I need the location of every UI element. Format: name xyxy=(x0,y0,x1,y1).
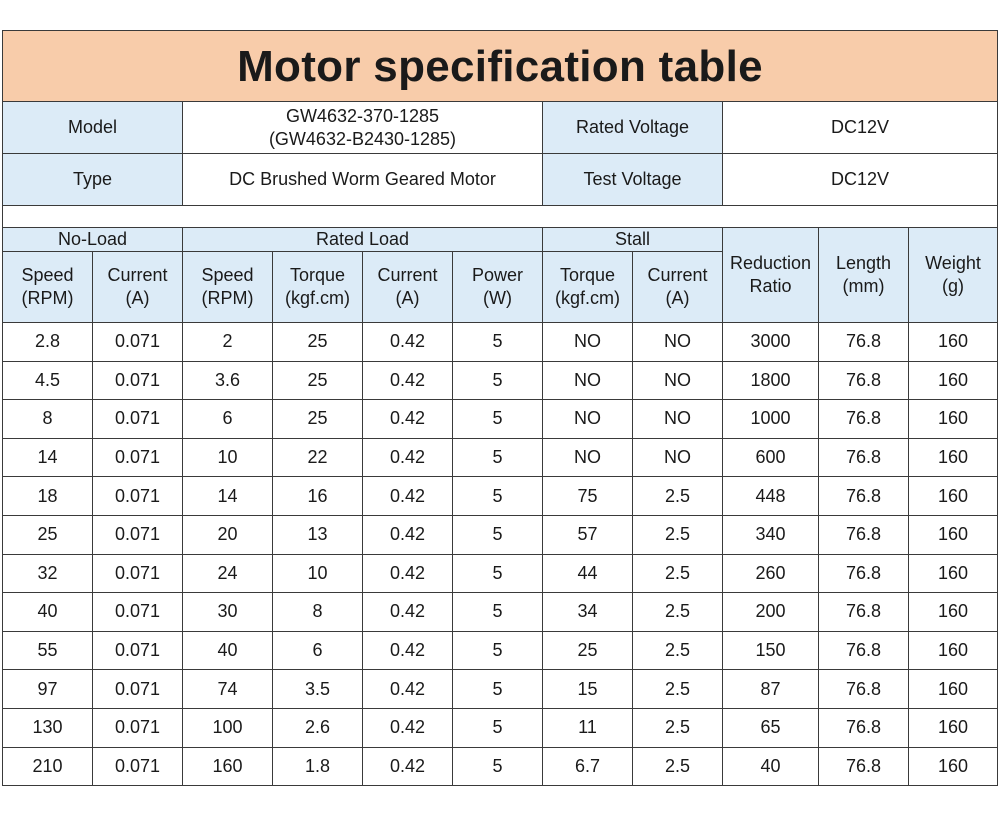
model-value xyxy=(183,102,543,154)
table-row xyxy=(3,554,998,593)
table-cell: 76.8 xyxy=(819,670,909,709)
table-cell: NO xyxy=(543,438,633,477)
table-cell: 2.5 xyxy=(633,593,723,632)
rated-voltage-value: DC12V xyxy=(723,102,998,154)
table-cell: 74 xyxy=(183,670,273,709)
table-row xyxy=(3,361,998,400)
table-cell: NO xyxy=(543,323,633,362)
table-cell: 160 xyxy=(183,747,273,786)
table-cell: 0.42 xyxy=(363,361,453,400)
table-cell: 76.8 xyxy=(819,400,909,439)
table-cell: 10 xyxy=(183,438,273,477)
table-row xyxy=(3,670,998,709)
group-rated-load: Rated Load xyxy=(183,228,543,252)
header-line: Length xyxy=(835,253,892,273)
table-cell: 0.071 xyxy=(93,323,183,362)
table-cell: 76.8 xyxy=(819,747,909,786)
table-cell: NO xyxy=(633,438,723,477)
table-cell: 76.8 xyxy=(819,438,909,477)
table-cell: 0.42 xyxy=(363,593,453,632)
table-cell: 57 xyxy=(543,515,633,554)
table-cell: 5 xyxy=(453,670,543,709)
table-cell: 3000 xyxy=(723,323,819,362)
model-value-line1: GW4632-370-1285 xyxy=(285,105,440,126)
table-cell: 160 xyxy=(909,554,998,593)
table-cell: 25 xyxy=(543,631,633,670)
table-cell: 160 xyxy=(909,477,998,516)
header-line: Weight xyxy=(925,253,981,273)
table-cell: 40 xyxy=(723,747,819,786)
table-cell: 5 xyxy=(453,631,543,670)
subheader-cell xyxy=(543,252,633,323)
header-line: (RPM) xyxy=(21,288,74,308)
table-cell: NO xyxy=(543,361,633,400)
header-weight xyxy=(909,228,998,323)
table-cell: 4.5 xyxy=(3,361,93,400)
table-row xyxy=(3,631,998,670)
type-value: DC Brushed Worm Geared Motor xyxy=(183,154,543,206)
table-cell: 0.42 xyxy=(363,323,453,362)
table-cell: 160 xyxy=(909,361,998,400)
table-cell: 160 xyxy=(909,323,998,362)
table-cell: 87 xyxy=(723,670,819,709)
table-cell: 0.071 xyxy=(93,708,183,747)
table-cell: 448 xyxy=(723,477,819,516)
table-cell: 44 xyxy=(543,554,633,593)
table-cell: 5 xyxy=(453,593,543,632)
table-cell: 5 xyxy=(453,400,543,439)
header-line: (A) xyxy=(125,288,150,308)
group-no-load: No-Load xyxy=(3,228,183,252)
table-cell: 76.8 xyxy=(819,554,909,593)
header-reduction-ratio xyxy=(723,228,819,323)
header-line: (g) xyxy=(942,276,964,296)
table-cell: 6 xyxy=(183,400,273,439)
table-cell: 130 xyxy=(3,708,93,747)
subheader-cell xyxy=(93,252,183,323)
table-cell: 160 xyxy=(909,631,998,670)
spec-sheet xyxy=(2,30,997,786)
table-cell: NO xyxy=(633,400,723,439)
table-row xyxy=(3,323,998,362)
table-cell: 160 xyxy=(909,670,998,709)
table-cell: 100 xyxy=(183,708,273,747)
table-cell: 15 xyxy=(543,670,633,709)
table-cell: 0.071 xyxy=(93,593,183,632)
test-voltage-value: DC12V xyxy=(723,154,998,206)
table-cell: 160 xyxy=(909,400,998,439)
header-line: Speed xyxy=(201,265,254,285)
table-cell: 5 xyxy=(453,515,543,554)
table-cell: 11 xyxy=(543,708,633,747)
table-cell: 5 xyxy=(453,361,543,400)
table-cell: 0.071 xyxy=(93,361,183,400)
model-label: Model xyxy=(3,102,183,154)
header-line: Torque xyxy=(289,265,346,285)
table-cell: 200 xyxy=(723,593,819,632)
table-cell: 160 xyxy=(909,593,998,632)
header-line: Power xyxy=(471,265,524,285)
table-cell: 0.071 xyxy=(93,438,183,477)
table-cell: 55 xyxy=(3,631,93,670)
table-cell: 0.42 xyxy=(363,670,453,709)
table-cell: 150 xyxy=(723,631,819,670)
table-cell: 160 xyxy=(909,515,998,554)
table-cell: 25 xyxy=(3,515,93,554)
spacer-row xyxy=(3,206,998,228)
table-cell: 76.8 xyxy=(819,708,909,747)
table-cell: 16 xyxy=(273,477,363,516)
table-cell: 0.071 xyxy=(93,554,183,593)
table-cell: 24 xyxy=(183,554,273,593)
table-cell: 25 xyxy=(273,323,363,362)
table-cell: 2.5 xyxy=(633,708,723,747)
table-cell: 0.42 xyxy=(363,438,453,477)
table-cell: 1800 xyxy=(723,361,819,400)
table-cell: 76.8 xyxy=(819,323,909,362)
table-cell: 32 xyxy=(3,554,93,593)
table-cell: 6.7 xyxy=(543,747,633,786)
table-cell: NO xyxy=(633,361,723,400)
header-line: (A) xyxy=(395,288,420,308)
table-cell: 25 xyxy=(273,361,363,400)
table-cell: 3.6 xyxy=(183,361,273,400)
table-cell: 0.42 xyxy=(363,515,453,554)
header-line: Torque xyxy=(559,265,616,285)
header-line: Speed xyxy=(21,265,74,285)
table-cell: 8 xyxy=(3,400,93,439)
table-cell: 2.5 xyxy=(633,670,723,709)
table-cell: 76.8 xyxy=(819,515,909,554)
table-cell: 75 xyxy=(543,477,633,516)
subheader-cell xyxy=(633,252,723,323)
table-cell: 3.5 xyxy=(273,670,363,709)
table-cell: NO xyxy=(633,323,723,362)
table-cell: 40 xyxy=(3,593,93,632)
motor-spec-table xyxy=(2,30,998,786)
table-cell: 40 xyxy=(183,631,273,670)
header-line: (A) xyxy=(665,288,690,308)
subheader-cell xyxy=(453,252,543,323)
table-cell: 97 xyxy=(3,670,93,709)
table-cell: 5 xyxy=(453,554,543,593)
header-line: (W) xyxy=(483,288,512,308)
header-line: Current xyxy=(377,265,438,285)
subheader-cell xyxy=(3,252,93,323)
header-line: Current xyxy=(107,265,168,285)
table-cell: 13 xyxy=(273,515,363,554)
table-cell: 6 xyxy=(273,631,363,670)
table-cell: 0.42 xyxy=(363,554,453,593)
table-cell: 5 xyxy=(453,477,543,516)
table-cell: 0.071 xyxy=(93,477,183,516)
table-cell: 76.8 xyxy=(819,477,909,516)
table-cell: 14 xyxy=(183,477,273,516)
table-row xyxy=(3,400,998,439)
table-cell: 8 xyxy=(273,593,363,632)
table-cell: 18 xyxy=(3,477,93,516)
table-cell: 2.5 xyxy=(633,747,723,786)
model-value-line2: (GW4632-B2430-1285) xyxy=(268,128,457,149)
table-row xyxy=(3,747,998,786)
header-line: Reduction xyxy=(729,253,812,273)
table-row xyxy=(3,708,998,747)
table-cell: 30 xyxy=(183,593,273,632)
table-cell: 20 xyxy=(183,515,273,554)
table-cell: 76.8 xyxy=(819,631,909,670)
table-row xyxy=(3,438,998,477)
table-cell: 2.5 xyxy=(633,515,723,554)
table-cell: 0.071 xyxy=(93,515,183,554)
table-cell: 160 xyxy=(909,708,998,747)
header-length xyxy=(819,228,909,323)
table-cell: 5 xyxy=(453,747,543,786)
table-cell: 1.8 xyxy=(273,747,363,786)
header-line: (mm) xyxy=(842,276,885,296)
table-cell: 0.42 xyxy=(363,400,453,439)
table-cell: 25 xyxy=(273,400,363,439)
table-cell: 0.071 xyxy=(93,631,183,670)
table-cell: 0.071 xyxy=(93,670,183,709)
table-cell: 160 xyxy=(909,747,998,786)
table-cell: 260 xyxy=(723,554,819,593)
table-cell: 2.5 xyxy=(633,631,723,670)
table-cell: 22 xyxy=(273,438,363,477)
table-cell: 0.42 xyxy=(363,477,453,516)
table-row xyxy=(3,593,998,632)
table-cell: 340 xyxy=(723,515,819,554)
table-row xyxy=(3,477,998,516)
table-cell: 76.8 xyxy=(819,361,909,400)
table-cell: 76.8 xyxy=(819,593,909,632)
table-row xyxy=(3,515,998,554)
subheader-cell xyxy=(183,252,273,323)
table-cell: 0.071 xyxy=(93,747,183,786)
table-cell: 1000 xyxy=(723,400,819,439)
table-cell: 0.42 xyxy=(363,708,453,747)
subheader-cell xyxy=(273,252,363,323)
subheader-cell xyxy=(363,252,453,323)
header-line: Current xyxy=(647,265,708,285)
table-cell: 5 xyxy=(453,708,543,747)
table-cell: 2.5 xyxy=(633,554,723,593)
table-cell: 14 xyxy=(3,438,93,477)
table-cell: 34 xyxy=(543,593,633,632)
table-cell: 0.42 xyxy=(363,631,453,670)
table-cell: 2 xyxy=(183,323,273,362)
table-cell: NO xyxy=(543,400,633,439)
header-line: (kgf.cm) xyxy=(285,288,350,308)
table-cell: 2.5 xyxy=(633,477,723,516)
table-cell: 5 xyxy=(453,323,543,362)
header-line: (RPM) xyxy=(201,288,254,308)
table-cell: 10 xyxy=(273,554,363,593)
table-cell: 2.6 xyxy=(273,708,363,747)
header-line: Ratio xyxy=(749,276,792,296)
table-cell: 0.071 xyxy=(93,400,183,439)
table-cell: 600 xyxy=(723,438,819,477)
table-cell: 2.8 xyxy=(3,323,93,362)
rated-voltage-label: Rated Voltage xyxy=(543,102,723,154)
table-cell: 5 xyxy=(453,438,543,477)
table-cell: 210 xyxy=(3,747,93,786)
type-label: Type xyxy=(3,154,183,206)
table-cell: 0.42 xyxy=(363,747,453,786)
header-line: (kgf.cm) xyxy=(555,288,620,308)
test-voltage-label: Test Voltage xyxy=(543,154,723,206)
table-cell: 65 xyxy=(723,708,819,747)
table-cell: 160 xyxy=(909,438,998,477)
group-stall: Stall xyxy=(543,228,723,252)
table-title: Motor specification table xyxy=(3,31,998,102)
